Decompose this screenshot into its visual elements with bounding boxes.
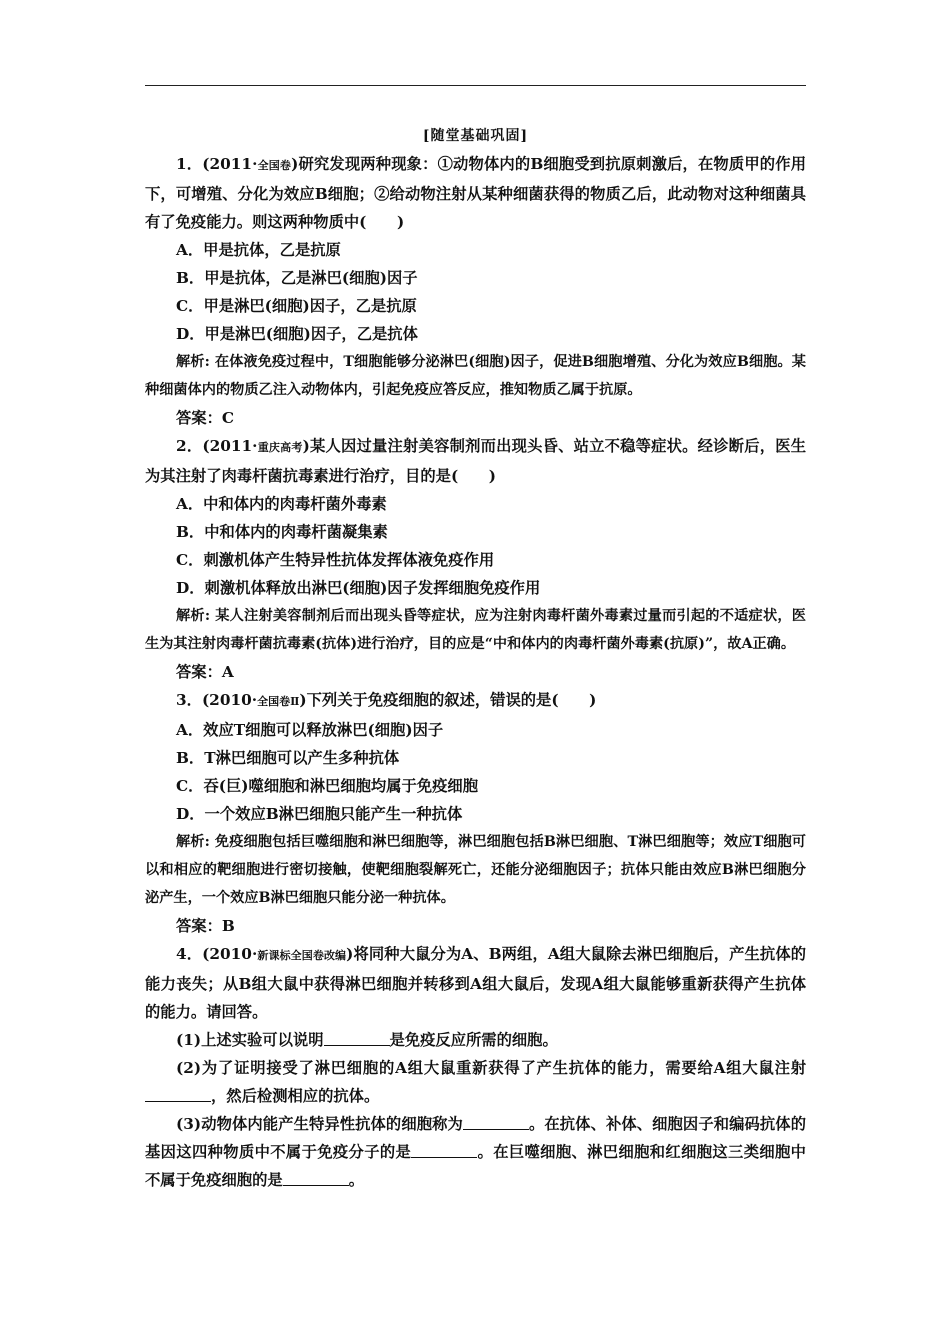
document-body xyxy=(145,122,806,1194)
option-c: C．甲是淋巴(细胞)因子，乙是抗原 xyxy=(176,297,417,315)
question-text: )将同种大鼠分为A、B两组，A组大鼠除去淋巴细胞后，产生抗体的能力丧失；从B组大鼠中获得淋巴细胞并转移到A组大鼠后，发现A组大鼠能够重新获得产生抗体的能力。请回答。 xyxy=(145,945,807,1021)
answer-blank[interactable] xyxy=(463,1112,529,1130)
sub-question-text: 。在巨噬细胞、淋巴细胞和红细胞这三类细胞中不属于免疫细胞的是 xyxy=(145,1143,806,1189)
section-heading: [随堂基础巩固] xyxy=(422,128,529,144)
analysis xyxy=(145,348,806,404)
option-a: A．甲是抗体，乙是抗原 xyxy=(176,241,341,259)
option-d: D．甲是淋巴(细胞)因子，乙是抗体 xyxy=(176,325,418,343)
question-stem xyxy=(145,686,806,716)
question-stem xyxy=(145,940,806,1026)
analysis-label: 解析 xyxy=(176,834,205,850)
question-text: )某人因过量注射美容制剂而出现头昏、站立不稳等症状。经诊断后，医生为其注射了肉毒杆菌抗毒素进行治疗，目的是( ) xyxy=(145,437,807,485)
question-text: )下列关于免疫细胞的叙述，错误的是( ) xyxy=(299,691,597,709)
question-number: 2．(2011· xyxy=(176,437,258,455)
sub-question-text: 。在抗体、补体、细胞因子和编码抗体的基因这四种物质中不属于免疫分子的是 xyxy=(145,1115,806,1161)
sub-question-text: (2)为了证明接受了淋巴细胞的A组大鼠重新获得了产生抗体的能力，需要给A组大鼠注射 xyxy=(176,1059,806,1077)
answer-blank[interactable] xyxy=(283,1168,349,1186)
question-source: 全国卷Ⅱ xyxy=(257,695,300,708)
answer: 答案：B xyxy=(176,917,235,935)
question-number: 3．(2010· xyxy=(176,691,258,709)
sub-question-text: 是免疫反应所需的细胞。 xyxy=(389,1031,558,1049)
question-number: 1．(2011· xyxy=(176,155,258,173)
analysis-text: : 在体液免疫过程中，T细胞能够分泌淋巴(细胞)因子，促进B细胞增殖、分化为效应B细胞。某种细菌体内的物质乙注入动物体内，引起免疫应答反应，推知物质乙属于抗原。 xyxy=(145,354,806,398)
answer-blank[interactable] xyxy=(411,1140,477,1158)
answer-blank[interactable] xyxy=(324,1028,390,1046)
option-d: D．一个效应B淋巴细胞只能产生一种抗体 xyxy=(176,805,463,823)
sub-question-text: (1)上述实验可以说明 xyxy=(176,1031,324,1049)
question-stem xyxy=(145,432,806,490)
analysis-label: 解析 xyxy=(176,354,205,370)
option-d: D．刺激机体释放出淋巴(细胞)因子发挥细胞免疫作用 xyxy=(176,579,541,597)
question-source: 全国卷 xyxy=(257,159,292,172)
option-c: C．刺激机体产生特异性抗体发挥体液免疫作用 xyxy=(176,551,495,569)
header-rule xyxy=(145,85,806,86)
question-stem xyxy=(145,150,806,236)
analysis-text: : 免疫细胞包括巨噬细胞和淋巴细胞等，淋巴细胞包括B淋巴细胞、T淋巴细胞等；效应T细胞可以和相应的靶细胞进行密切接触，使靶细胞裂解死亡，还能分泌细胞因子；抗体只能由效应B淋巴细胞分泌产生，一个效应B淋巴细胞只能分泌一种抗体。 xyxy=(145,834,806,906)
analysis xyxy=(145,602,806,658)
sub-question-1 xyxy=(145,1026,806,1054)
sub-question-2 xyxy=(145,1054,806,1110)
answer-blank[interactable] xyxy=(145,1084,211,1102)
question-4 xyxy=(145,940,806,1194)
sub-question-3 xyxy=(145,1110,806,1194)
option-a: A．效应T细胞可以释放淋巴(细胞)因子 xyxy=(176,721,444,739)
question-1 xyxy=(145,150,806,432)
analysis-label: 解析 xyxy=(176,608,205,624)
question-source: 重庆高考 xyxy=(257,441,303,454)
option-c: C．吞(巨)噬细胞和淋巴细胞均属于免疫细胞 xyxy=(176,777,478,795)
sub-question-text: (3)动物体内能产生特异性抗体的细胞称为 xyxy=(176,1115,463,1133)
sub-question-text: 。 xyxy=(348,1171,364,1189)
question-number: 4．(2010· xyxy=(176,945,258,963)
answer: 答案：A xyxy=(176,663,234,681)
option-b: B．中和体内的肉毒杆菌凝集素 xyxy=(176,523,388,541)
option-b: B．T淋巴细胞可以产生多种抗体 xyxy=(176,749,400,767)
question-text: )研究发现两种现象：①动物体内的B细胞受到抗原刺激后，在物质甲的作用下，可增殖、分化为效应B细胞；②给动物注射从某种细菌获得的物质乙后，此动物对这种细菌具有了免疫能力。则这两种物质中( ) xyxy=(145,155,807,231)
sub-question-text: ，然后检测相应的抗体。 xyxy=(211,1087,380,1105)
question-source: 新课标全国卷改编 xyxy=(257,949,347,962)
option-a: A．中和体内的肉毒杆菌外毒素 xyxy=(176,495,387,513)
analysis xyxy=(145,828,806,912)
question-3 xyxy=(145,686,806,940)
option-b: B．甲是抗体，乙是淋巴(细胞)因子 xyxy=(176,269,418,287)
analysis-text: : 某人注射美容制剂后而出现头昏等症状，应为注射肉毒杆菌外毒素过量而引起的不适症状，医生为其注射肉毒杆菌抗毒素(抗体)进行治疗，目的应是“中和体内的肉毒杆菌外毒素(抗原)”，故A正确。 xyxy=(145,608,806,652)
question-2 xyxy=(145,432,806,686)
answer: 答案：C xyxy=(176,409,235,427)
